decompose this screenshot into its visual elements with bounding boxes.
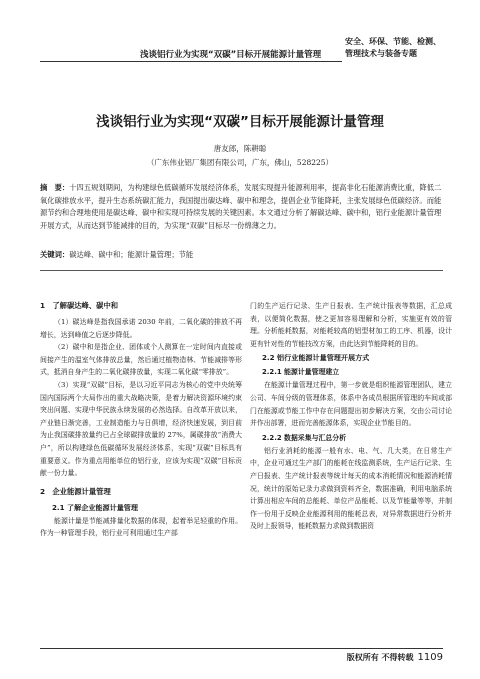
article-affiliation: （广东伟业铝厂集团有限公司，广东，佛山，528225） [146,158,334,167]
keywords-label: 关键词： [40,250,70,259]
abstract-divider [40,270,443,271]
paragraph: （1）碳达峰是指我国承诺 2030 年前，二氧化碳的排放不再增长，达到峰值之后逐步降低。 [40,318,242,339]
section-2-1-heading: 2.1 了解企业能源计量管理 [52,502,138,512]
section-tag-line2: 管理技术与装备专题 [345,49,417,58]
copyright-notice: 版权所有 不得转载 [346,653,414,662]
section-2-2-1-heading: 2.2.1 能源计量管理建立 [262,368,340,377]
abstract-label: 摘 要： [40,183,70,192]
paragraph: 在能源计量管理过程中，第一步就是组织能源管理团队，建立公司、车间分级的管理体系，体系中各成员根据所管理的车间或部门在能源或节能工作中存在问题提出初步解决方案，交由公司讨论并作出部署，进而完善能源体系，实现企业节能目的。 [250,381,452,428]
abstract [40,182,443,232]
footer-divider [40,648,443,649]
paragraph: 门的生产运行记录、生产日报表、生产统计报表等数据，汇总成表，以便简化数据，使之更加容易理解和分析，实施更有效的管理。分析能耗数据，对能耗较高的铝型材加工的工序、机器，设计更有针对性的节能技改方案，由此达到节能降耗的目的。 [250,302,452,348]
paragraph: 铝行业消耗的能源一般有水、电、气、几大类，在日常生产中，企业可通过生产部门的能耗在线监测系统，生产运行记录、生产日报表、生产统计报表等统计每天的成本消耗情况和能源消耗情况，统计的原始记录力求做到资料齐全，数据准确，利用电脑系统计算出相应车间的总能耗、单位产品能耗、以及节能量等等，并制作一份用于反映企业能源利用的能耗总表，对异常数据进行分析并及时上报领导，能耗数据力求做到数据资 [250,446,452,531]
paragraph: 能源计量是节能减排量化数据的体现，起着举足轻重的作用。作为一种管理手段，铝行业可利用通过生产部 [40,516,242,538]
keywords-text: 碳达峰、碳中和；能源计量管理；节能 [69,250,194,259]
body-column-left [40,300,242,540]
abstract-text: 十四五规划期间，为构建绿色低碳循环发展经济体系，发展实现提升能源利用率，提高非化石能源消费比重，降低二氧化碳排放水平，提升生态系统碳汇能力，我国提出碳达峰、碳中和理念，提倡企业节能降耗，主张发展绿色低碳经济。而能源节约和合理地使用是碳达峰、碳中和实现可持续发展的关键因素。本文通过分析了解碳达峰、碳中和，铝行业能源计量管理开展方式，从而达到节能减排的目的，为实现“双碳”目标尽一份绵薄之力。 [40,183,442,230]
body-column-right [250,300,452,533]
page-footer [347,652,443,663]
section-2-2-2-heading: 2.2.2 数据采集与汇总分析 [262,433,347,442]
article-title: 浅谈铝行业为实现“双碳”目标开展能源计量管理 [96,114,384,130]
section-2-heading: 2 企业能源计量管理 [40,486,111,496]
keywords [40,250,443,260]
section-tag-line1: 安全、环保、节能、检测、 [345,37,441,46]
paragraph: （2）碳中和是指企业、团体或个人测算在一定时间内直接或间接产生的温室气体排放总量，然后通过植物造林、节能减排等形式，抵消自身产生的二氧化碳排放量，实现二氧化碳“零排放”。 [40,343,242,377]
section-1-heading: 1 了解碳达峰、碳中和 [40,301,119,310]
header-divider [40,61,342,62]
running-header-title: 浅谈铝行业为实现“双碳”目标开展能源计量管理 [140,50,322,60]
paragraph: （3）实现“双碳”目标，是以习近平同志为核心的党中央统筹国内国际两个大局作出的重大战略决策，是着力解决资源环境约束突出问题、实现中华民族永续发展的必然选择。自改革开放以来，产业链日渐完善，工业制造能力与日俱增，经济快速发展，到目前为止我国碳排放量约已占全球碳排放量的 27%，属碳排放“消费大户”，所以构建绿色低碳循环发展经济体系，实现“双碳”目标具有重要意义。作为重点用能单位的铝行业，应该为实现“双碳”目标贡献一份力量。 [40,380,242,478]
section-2-2-heading: 2.2 铝行业能源计量管理开展方式 [262,353,370,363]
article-authors: 唐友郎，陈耕聪 [213,144,267,153]
page-number: 1109 [417,652,443,663]
section-tag [345,36,441,62]
